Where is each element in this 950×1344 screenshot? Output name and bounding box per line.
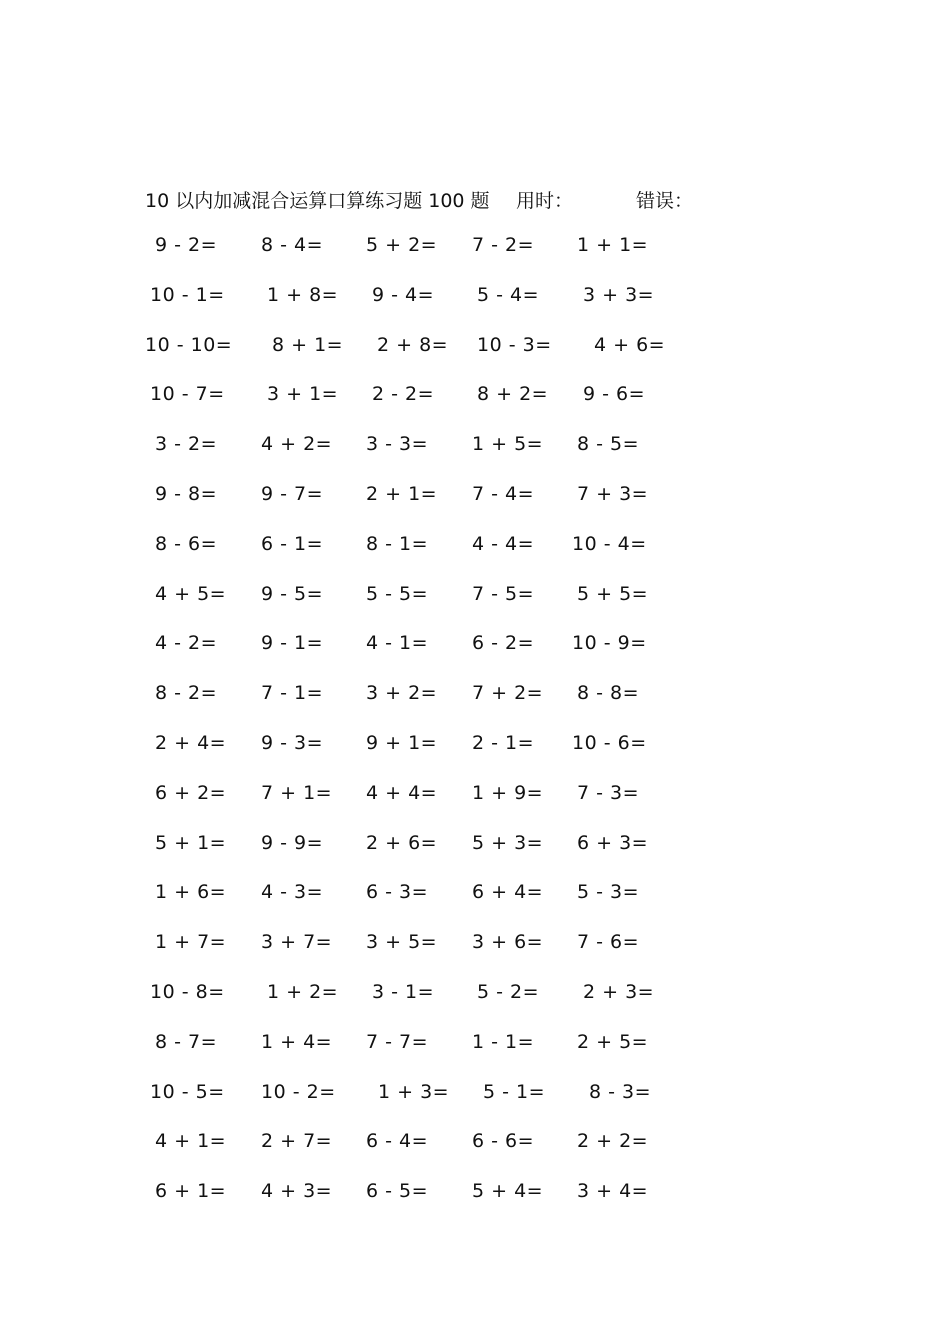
problem-cell: 4 - 4= (472, 532, 535, 555)
problem-cell: 1 + 4= (261, 1030, 333, 1053)
problem-cell: 2 + 8= (377, 333, 449, 356)
problem-cell: 4 - 3= (261, 881, 324, 904)
problem-cell: 1 - 1= (472, 1030, 535, 1053)
problem-cell: 3 + 7= (261, 931, 333, 954)
problem-cell: 7 + 1= (261, 781, 333, 804)
problem-cell: 2 + 3= (583, 980, 655, 1003)
problem-row (0, 931, 950, 981)
problem-cell: 9 - 5= (261, 582, 324, 605)
problem-cell: 4 + 5= (155, 582, 227, 605)
problem-grid (0, 234, 950, 1230)
problem-cell: 1 + 7= (155, 931, 227, 954)
problem-cell: 8 - 4= (261, 234, 324, 256)
problem-cell: 6 - 1= (261, 532, 324, 555)
problem-cell: 5 - 2= (477, 980, 540, 1003)
problem-row (0, 383, 950, 433)
problem-row (0, 732, 950, 782)
problem-cell: 6 - 4= (366, 1130, 429, 1153)
problem-cell: 3 + 3= (583, 283, 655, 306)
problem-cell: 9 - 1= (261, 632, 324, 655)
problem-cell: 9 - 4= (372, 283, 435, 306)
problem-row (0, 1081, 950, 1131)
problem-row (0, 881, 950, 931)
problem-cell: 10 - 9= (572, 632, 647, 655)
problem-cell: 4 + 2= (261, 433, 333, 456)
problem-cell: 5 + 5= (577, 582, 649, 605)
problem-cell: 2 + 4= (155, 731, 227, 754)
problem-cell: 10 - 2= (261, 1080, 336, 1103)
problem-cell: 8 - 6= (155, 532, 218, 555)
problem-cell: 2 - 2= (372, 383, 435, 406)
problem-cell: 7 - 5= (472, 582, 535, 605)
problem-cell: 7 - 4= (472, 482, 535, 505)
worksheet-title: 10 以内加减混合运算口算练习题 100 题 (145, 190, 490, 212)
problem-cell: 7 - 1= (261, 682, 324, 705)
problem-cell: 1 + 1= (577, 234, 649, 256)
problem-cell: 5 + 3= (472, 831, 544, 854)
problem-row (0, 234, 950, 284)
problem-cell: 9 + 1= (366, 731, 438, 754)
problem-cell: 6 - 6= (472, 1130, 535, 1153)
problem-cell: 10 - 10= (145, 333, 233, 356)
problem-cell: 6 + 1= (155, 1180, 227, 1203)
problem-row (0, 832, 950, 882)
problem-cell: 5 - 4= (477, 283, 540, 306)
problem-cell: 5 + 1= (155, 831, 227, 854)
problem-row (0, 981, 950, 1031)
problem-cell: 8 - 5= (577, 433, 640, 456)
problem-row (0, 632, 950, 682)
problem-cell: 5 - 3= (577, 881, 640, 904)
problem-cell: 2 - 1= (472, 731, 535, 754)
problem-row (0, 533, 950, 583)
problem-cell: 6 + 2= (155, 781, 227, 804)
problem-row (0, 483, 950, 533)
problem-row (0, 682, 950, 732)
problem-cell: 3 - 1= (372, 980, 435, 1003)
problem-row (0, 782, 950, 832)
problem-cell: 8 - 1= (366, 532, 429, 555)
problem-cell: 7 + 2= (472, 682, 544, 705)
problem-cell: 1 + 5= (472, 433, 544, 456)
problem-cell: 6 - 2= (472, 632, 535, 655)
problem-cell: 9 - 7= (261, 482, 324, 505)
problem-cell: 1 + 2= (267, 980, 339, 1003)
problem-cell: 10 - 7= (150, 383, 225, 406)
problem-cell: 7 - 6= (577, 931, 640, 954)
problem-cell: 8 - 3= (589, 1080, 652, 1103)
problem-cell: 5 + 4= (472, 1180, 544, 1203)
problem-cell: 7 - 2= (472, 234, 535, 256)
problem-cell: 4 + 3= (261, 1180, 333, 1203)
problem-cell: 8 - 8= (577, 682, 640, 705)
problem-cell: 8 - 7= (155, 1030, 218, 1053)
time-used-label: 用时： (516, 190, 574, 212)
problem-cell: 7 - 7= (366, 1030, 429, 1053)
problem-cell: 2 + 7= (261, 1130, 333, 1153)
problem-cell: 1 + 8= (267, 283, 339, 306)
problem-cell: 1 + 9= (472, 781, 544, 804)
problem-cell: 9 - 9= (261, 831, 324, 854)
problem-cell: 6 - 5= (366, 1180, 429, 1203)
problem-row (0, 583, 950, 633)
problem-cell: 7 - 3= (577, 781, 640, 804)
problem-cell: 9 - 2= (155, 234, 218, 256)
problem-cell: 3 + 4= (577, 1180, 649, 1203)
problem-cell: 3 - 2= (155, 433, 218, 456)
problem-cell: 3 - 3= (366, 433, 429, 456)
problem-cell: 3 + 5= (366, 931, 438, 954)
problem-cell: 3 + 2= (366, 682, 438, 705)
problem-cell: 9 - 3= (261, 731, 324, 754)
problem-row (0, 334, 950, 384)
problem-cell: 9 - 6= (583, 383, 646, 406)
problem-cell: 4 - 2= (155, 632, 218, 655)
problem-cell: 5 - 5= (366, 582, 429, 605)
problem-cell: 1 + 3= (378, 1080, 450, 1103)
problem-row (0, 433, 950, 483)
problem-cell: 10 - 6= (572, 731, 647, 754)
problem-cell: 2 + 6= (366, 831, 438, 854)
problem-cell: 4 - 1= (366, 632, 429, 655)
problem-cell: 9 - 8= (155, 482, 218, 505)
problem-cell: 2 + 1= (366, 482, 438, 505)
problem-cell: 6 - 3= (366, 881, 429, 904)
problem-cell: 8 + 2= (477, 383, 549, 406)
problem-cell: 5 - 1= (483, 1080, 546, 1103)
problem-row (0, 284, 950, 334)
problem-cell: 10 - 4= (572, 532, 647, 555)
problem-cell: 4 + 4= (366, 781, 438, 804)
problem-cell: 7 + 3= (577, 482, 649, 505)
problem-cell: 10 - 3= (477, 333, 552, 356)
problem-cell: 6 + 4= (472, 881, 544, 904)
problem-cell: 1 + 6= (155, 881, 227, 904)
problem-row (0, 1031, 950, 1081)
problem-cell: 3 + 6= (472, 931, 544, 954)
problem-cell: 10 - 5= (150, 1080, 225, 1103)
problem-cell: 8 + 1= (272, 333, 344, 356)
problem-cell: 10 - 1= (150, 283, 225, 306)
problem-cell: 4 + 6= (594, 333, 666, 356)
problem-row (0, 1180, 950, 1230)
problem-cell: 5 + 2= (366, 234, 438, 256)
errors-label: 错误： (636, 190, 694, 212)
problem-cell: 10 - 8= (150, 980, 225, 1003)
problem-cell: 3 + 1= (267, 383, 339, 406)
problem-row (0, 1130, 950, 1180)
problem-cell: 2 + 5= (577, 1030, 649, 1053)
problem-cell: 6 + 3= (577, 831, 649, 854)
problem-cell: 4 + 1= (155, 1130, 227, 1153)
problem-cell: 8 - 2= (155, 682, 218, 705)
problem-cell: 2 + 2= (577, 1130, 649, 1153)
